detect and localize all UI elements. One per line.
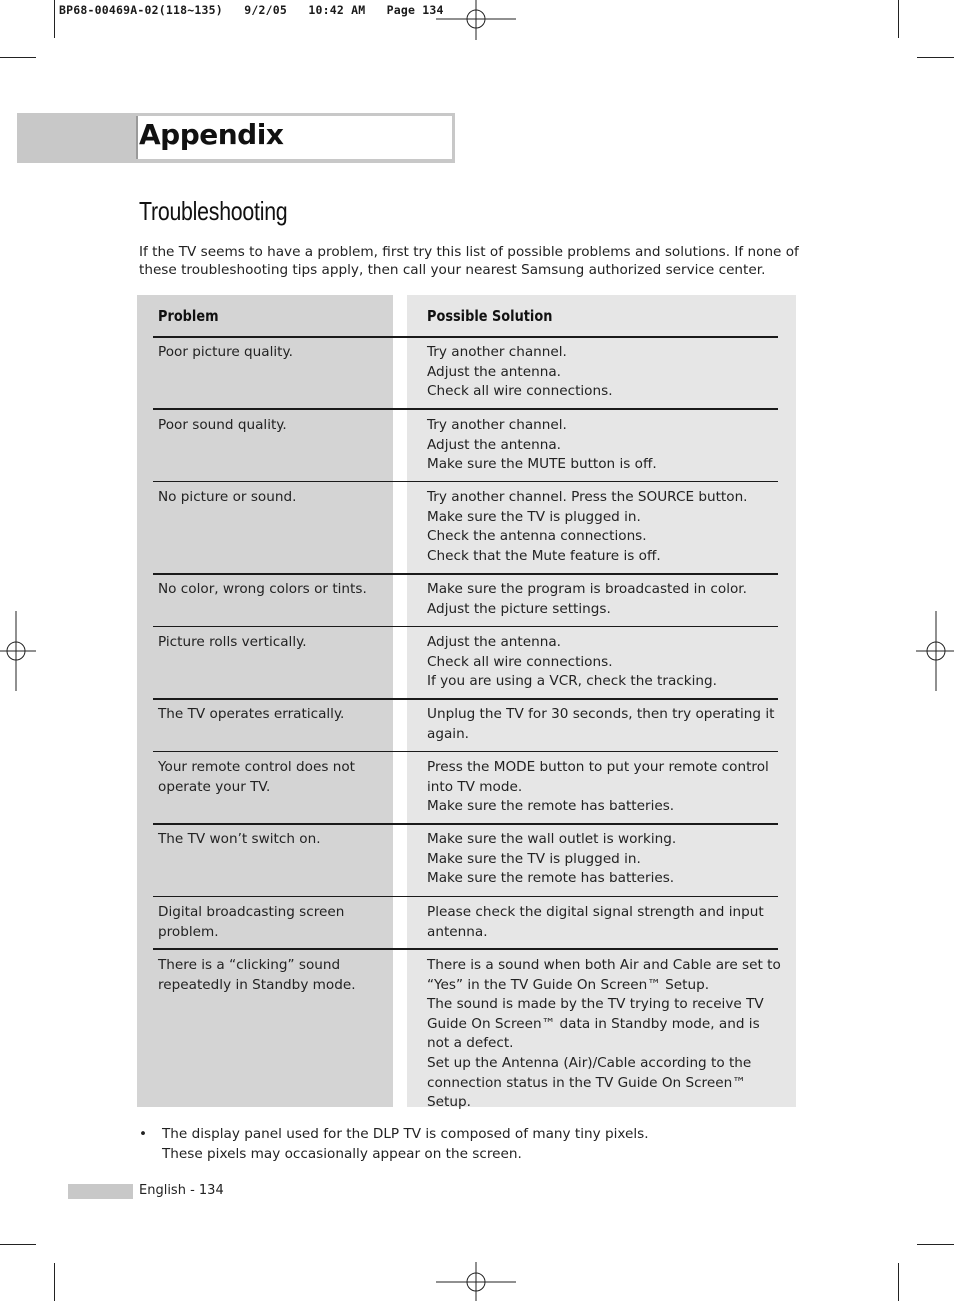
solution-line: The sound is made by the TV trying to receive TV Guide On Screen™ data in Standby mode, and is not a defect. [427,996,764,1052]
problem-cell: No color, wrong colors or tints. [158,581,367,597]
registration-mark-bottom-icon [436,1262,516,1301]
solution-cell [427,343,782,402]
solution-line: Press the MODE button to put your remote control into TV mode. [427,759,769,795]
header-rule [153,336,778,338]
solution-cell [427,830,782,889]
solution-cell [427,580,782,619]
solution-line: Make sure the TV is plugged in. [427,508,641,525]
solution-line: Try another channel. [427,344,567,360]
crop-mark [917,1244,954,1245]
solution-line: Adjust the picture settings. [427,600,611,617]
solution-line: Try another channel. Press the SOURCE button. [427,489,748,505]
solution-line: Make sure the program is broadcasted in color. [427,581,747,597]
intro-paragraph: If the TV seems to have a problem, first try this list of possible problems and solutions. If none of these troubleshooting tips apply, then call your nearest Samsung authorized service center. [139,244,799,278]
row-divider [153,698,778,700]
row-divider [153,896,778,897]
crop-mark [0,1244,36,1245]
row-divider [153,948,778,950]
crop-mark [917,57,954,58]
solution-line: Make sure the MUTE button is off. [427,456,657,473]
crop-mark [898,0,899,38]
solution-line: Make sure the TV is plugged in. [427,850,641,867]
solution-line: There is a sound when both Air and Cable are set to “Yes” in the TV Guide On Screen™ Setup. [427,957,781,993]
problem-cell: Picture rolls vertically. [158,634,307,650]
troubleshooting-table [137,295,796,1111]
solution-line: Check all wire connections. [427,383,613,400]
bullet-marker: • [139,1126,148,1142]
problem-cell: Poor picture quality. [158,344,293,360]
crop-mark [898,1263,899,1301]
header-problem: Problem [158,307,219,325]
footer-bar [68,1184,133,1199]
print-slug: BP68-00469A-02(118~135) 9/2/05 10:42 AM Page 134 [59,3,444,17]
solution-line: Unplug the TV for 30 seconds, then try operating it again. [427,706,775,742]
problem-cell: Poor sound quality. [158,417,287,433]
solution-cell [427,705,782,744]
crop-mark [54,0,55,38]
solution-cell [427,903,782,942]
row-divider [153,751,778,752]
solution-cell [427,956,782,1113]
row-divider [153,823,778,825]
solution-line: Try another channel. [427,417,567,433]
solution-line: Please check the digital signal strength and input antenna. [427,904,764,940]
chapter-title: Appendix [139,118,284,151]
registration-mark-right-icon [916,611,954,691]
page-footer: English - 134 [139,1183,224,1198]
problem-cell: Digital broadcasting screen problem. [158,904,345,940]
problem-cell: The TV operates erratically. [158,706,345,722]
registration-mark-top-icon [436,0,516,40]
solution-line: Check all wire connections. [427,653,613,670]
solution-line: Make sure the remote has batteries. [427,798,675,815]
solution-line: Adjust the antenna. [427,436,561,453]
solution-cell [427,488,782,566]
row-divider [153,573,778,575]
row-divider [153,481,778,482]
crop-mark [0,57,36,58]
solution-cell [427,416,782,475]
problem-cell: There is a “clicking” sound repeatedly in Standby mode. [158,957,356,993]
crop-mark [54,1263,55,1301]
header-solution: Possible Solution [427,307,553,325]
problem-cell: The TV won’t switch on. [158,831,321,847]
solution-line: Set up the Antenna (Air)/Cable according to the connection status in the TV Guide On Screen™ Setup. [427,1054,752,1111]
row-divider [153,408,778,410]
solution-line: If you are using a VCR, check the tracking. [427,673,717,690]
section-title: Troubleshooting [139,196,288,226]
solution-cell [427,758,782,817]
solution-line: Make sure the wall outlet is working. [427,831,677,847]
problem-cell: No picture or sound. [158,489,297,505]
solution-line: Make sure the remote has batteries. [427,870,675,887]
solution-line: Check the antenna connections. [427,528,647,545]
solution-line: Adjust the antenna. [427,363,561,380]
solution-line: Adjust the antenna. [427,634,561,650]
registration-mark-left-icon [0,611,36,691]
solution-cell [427,633,782,692]
problem-cell: Your remote control does not operate your TV. [158,759,355,795]
bullet-line: These pixels may occasionally appear on the screen. [162,1146,522,1162]
row-divider [153,626,778,627]
solution-line: Check that the Mute feature is off. [427,547,661,564]
bullet-line: The display panel used for the DLP TV is composed of many tiny pixels. [162,1126,649,1142]
